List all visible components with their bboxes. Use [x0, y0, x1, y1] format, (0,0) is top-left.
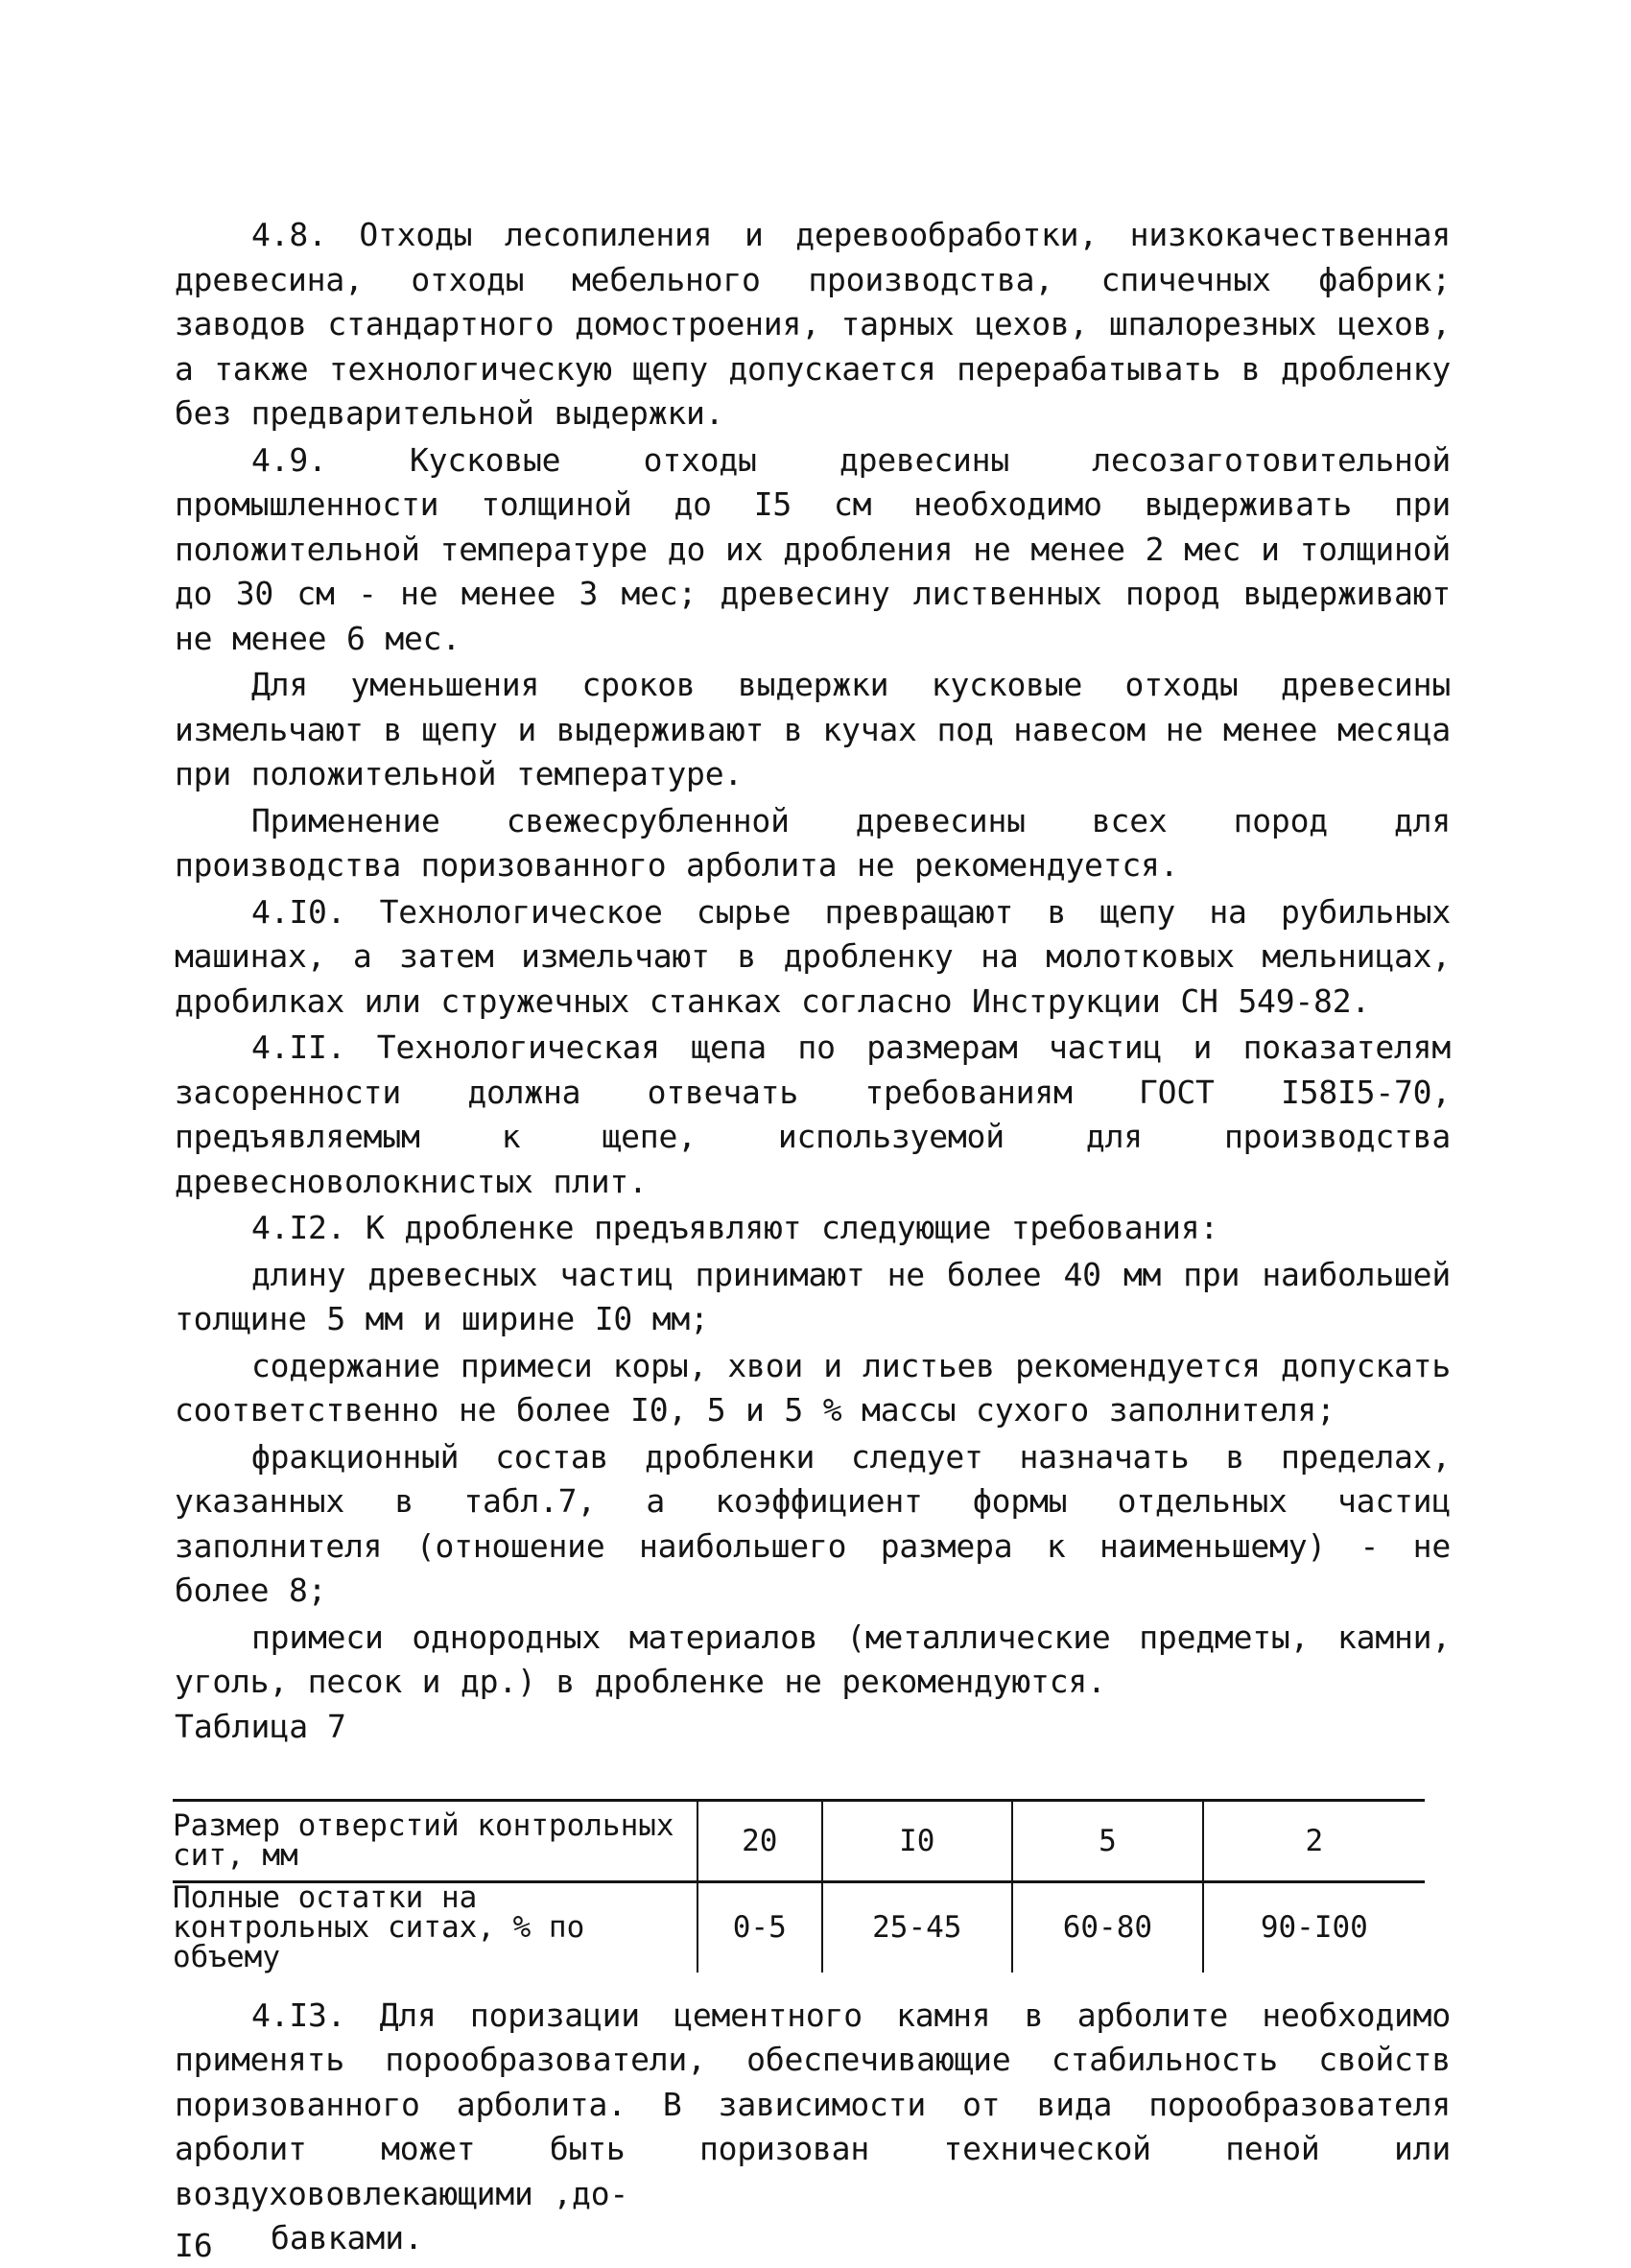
table-row	[173, 1800, 1425, 1881]
table-caption: Таблица 7	[175, 1707, 346, 1745]
table-cell: 2	[1203, 1800, 1425, 1881]
paragraph-continuation: бавками.	[271, 2219, 423, 2256]
table-row	[173, 1881, 1425, 1973]
table-cell: 90-I00	[1203, 1881, 1425, 1973]
paragraph-4-11: 4.II. Технологическая щепа по размерам частиц и показателям засоренности должна отвечать требованиям ГОСТ I58I5-70, предъявляемым к щепе, используемой для производства древесноволокнистых плит.	[175, 1028, 1451, 1200]
document-page	[173, 213, 1451, 2264]
paragraph-foreign-materials: примеси однородных материалов (металлические предметы, камни, уголь, песок и др.) в дробленке не рекомендуются.	[175, 1618, 1451, 1700]
paragraph-4-13: 4.I3. Для поризации цементного камня в арболите необходимо применять порообразователи, обеспечивающие стабильность свойств поризованного арболита. В зависимости от вида порообразователя арболит может быть поризован технической пеной или воздухововлекающими ,до-	[175, 1996, 1451, 2212]
paragraph-4-8: 4.8. Отходы лесопиления и деревообработки, низкокачественная древесина, отходы мебельного производства, спичечных фабрик; заводов стандартного домостроения, тарных цехов, шпалорезных цехов, а также технологическую щепу допускается перерабатывать в дробленку без предварительной выдержки.	[175, 216, 1451, 432]
paragraph-fresh-wood: Применение свежесрубленной древесины всех пород для производства поризованного арболита не рекомендуется.	[175, 801, 1451, 884]
paragraph-4-12: 4.I2. К дробленке предъявляют следующие требования:	[251, 1209, 1219, 1246]
table-cell: 20	[697, 1800, 822, 1881]
table-row-header: Полные остатки на контрольных ситах, % по объему	[173, 1879, 585, 1974]
paragraph-reduce-aging: Для уменьшения сроков выдержки кусковые отходы древесины измельчают в щепу и выдерживают в кучах под навесом не менее месяца при положительной температуре.	[175, 666, 1451, 792]
table-row-header: Размер отверстий контрольных сит, мм	[173, 1800, 697, 1881]
paragraph-4-10: 4.I0. Технологическое сырье превращают в щепу на рубильных машинах, а затем измельчают в дробленку на молотковых мельницах, дробилках или стружечных станках согласно Инструкции СН 549-82.	[175, 892, 1451, 1020]
table-7	[173, 1799, 1425, 1973]
paragraph-particle-length: длину древесных частиц принимают не более 40 мм при наибольшей толщине 5 мм и ширине I0 мм;	[175, 1255, 1451, 1337]
table-cell: 60-80	[1012, 1881, 1203, 1973]
paragraph-fraction: фракционный состав дробленки следует назначать в пределах, указанных в табл.7, а коэффициент формы отдельных частиц заполнителя (отношение наибольшего размера к наименьшему) - не более 8;	[175, 1437, 1451, 1609]
table-cell: 0-5	[697, 1881, 822, 1973]
table-cell: 25-45	[822, 1881, 1013, 1973]
paragraph-impurities: содержание примеси коры, хвои и листьев рекомендуется допускать соответственно не более I0, 5 и 5 % массы сухого заполнителя;	[175, 1346, 1451, 1429]
page-number: I6	[175, 2227, 213, 2264]
table-cell: 5	[1012, 1800, 1203, 1881]
paragraph-4-9: 4.9. Кусковые отходы древесины лесозаготовительной промышленности толщиной до I5 см необходимо выдерживать при положительной температуре до их дробления не менее 2 мес и толщиной до 30 см - не менее 3 мес; древесину лиственных пород выдерживают не менее 6 мес.	[175, 440, 1451, 657]
table-cell: I0	[822, 1800, 1013, 1881]
final-line	[175, 2216, 1451, 2264]
